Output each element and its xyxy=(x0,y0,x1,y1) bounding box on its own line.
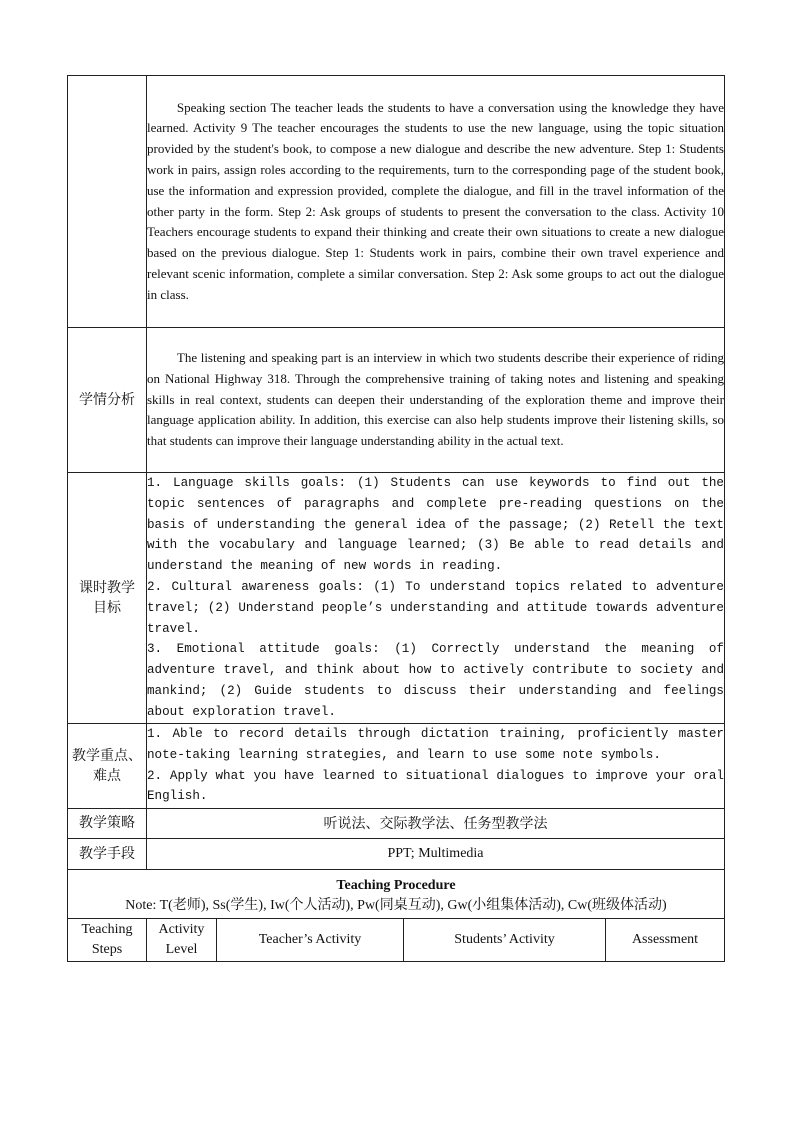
col-activity-level-l1: Activity xyxy=(158,921,205,937)
speaking-label xyxy=(68,76,147,328)
objective-item: 2. Cultural awareness goals: (1) To understand topics related to adventure travel; (2) Understand people’s understanding and attitude towards adventure travel. xyxy=(147,579,724,636)
procedure-title: Teaching Procedure xyxy=(336,877,456,893)
col-activity-level-l2: Level xyxy=(165,941,198,957)
row-student-analysis xyxy=(68,328,725,473)
procedure-columns-cell xyxy=(68,918,725,961)
col-teaching-steps-l1: Teaching xyxy=(81,921,133,937)
procedure-note: Note: T(老师), Ss(学生), Iw(个人活动), Pw(同桌互动), Gw(小组集体活动), Cw(班级体活动) xyxy=(125,897,667,913)
speaking-text: Speaking section The teacher leads the students to have a conversation using the knowledge they have learned. Activity 9 The teacher encourages the students to use the new language, using the topic situation provided by the student's book, to compose a new dialogue and describe the new adventure. Step 1: Students work in pairs, assign roles according to the requirements, turn to the corresponding page of the student book, use the information and expression provided, complete the dialogue, and fill in the travel information of the other party in the form. Step 2: Ask groups of students to present the conversation to the class. Activity 10 Teachers encourage students to expand their thinking and create their own situations to create a new dialogue based on the previous dialogue. Step 1: Students work in pairs, combine their own travel experience and relevant scenic information, complete a similar conversation. Step 2: Ask some groups to act out the dialogue in class. xyxy=(147,99,724,302)
objectives-label xyxy=(68,473,147,724)
row-means xyxy=(68,838,725,869)
key-points-label-line1: 教学重点、 xyxy=(72,747,142,764)
col-students-activity: Students’ Activity xyxy=(404,919,606,961)
key-point-item: 1. Able to record details through dictation training, proficiently master note-taking learning strategies, and learn to use some note symbols. xyxy=(147,726,724,762)
lesson-plan-table xyxy=(67,75,725,962)
col-teaching-steps-l2: Steps xyxy=(91,941,123,957)
row-procedure-columns xyxy=(68,918,725,961)
row-key-points xyxy=(68,723,725,808)
key-points-label xyxy=(68,723,147,808)
strategy-value: 听说法、交际教学法、任务型教学法 xyxy=(147,808,725,838)
student-analysis-cell xyxy=(147,328,725,473)
row-objectives xyxy=(68,473,725,724)
row-procedure-header xyxy=(68,869,725,918)
means-value: PPT; Multimedia xyxy=(147,838,725,869)
student-analysis-label: 学情分析 xyxy=(68,328,147,473)
objectives-label-line2: 目标 xyxy=(93,599,121,616)
row-speaking xyxy=(68,76,725,328)
col-teaching-steps xyxy=(68,919,147,961)
col-teacher-activity: Teacher’s Activity xyxy=(217,919,404,961)
objectives-label-line1: 课时教学 xyxy=(79,579,135,596)
objective-item: 3. Emotional attitude goals: (1) Correctly understand the meaning of adventure travel, and think about how to actively contribute to society and mankind; (2) Guide students to discuss their understanding and feelings about exploration travel. xyxy=(147,642,724,719)
key-points-label-line2: 难点 xyxy=(93,767,121,784)
speaking-cell xyxy=(147,76,725,328)
student-analysis-text: The listening and speaking part is an interview in which two students describe their experience of riding on National Highway 318. Through the comprehensive training of taking notes and listening and speaking skills in real context, students can deepen their understanding of the exploration theme and improve their language application ability. In addition, this exercise can also help students improve their listening skills, so that students can improve their language understanding ability in the actual text. xyxy=(147,350,724,449)
objective-item: 1. Language skills goals: (1) Students can use keywords to find out the topic sentences of paragraphs and complete pre-reading questions on the basis of understanding the general idea of the passage; (2) Retell the text with the vocabulary and language learned; (3) Be able to read details and understand the meaning of new words in reading. xyxy=(147,476,724,574)
procedure-columns-table xyxy=(68,919,724,961)
procedure-column-headers xyxy=(68,919,724,961)
col-activity-level xyxy=(147,919,217,961)
row-strategy xyxy=(68,808,725,838)
col-assessment: Assessment xyxy=(631,931,699,947)
procedure-header-cell xyxy=(68,869,725,918)
strategy-label: 教学策略 xyxy=(68,808,147,838)
key-points-cell xyxy=(147,723,725,808)
means-label: 教学手段 xyxy=(68,838,147,869)
key-point-item: 2. Apply what you have learned to situational dialogues to improve your oral English. xyxy=(147,768,724,804)
objectives-cell xyxy=(147,473,725,724)
